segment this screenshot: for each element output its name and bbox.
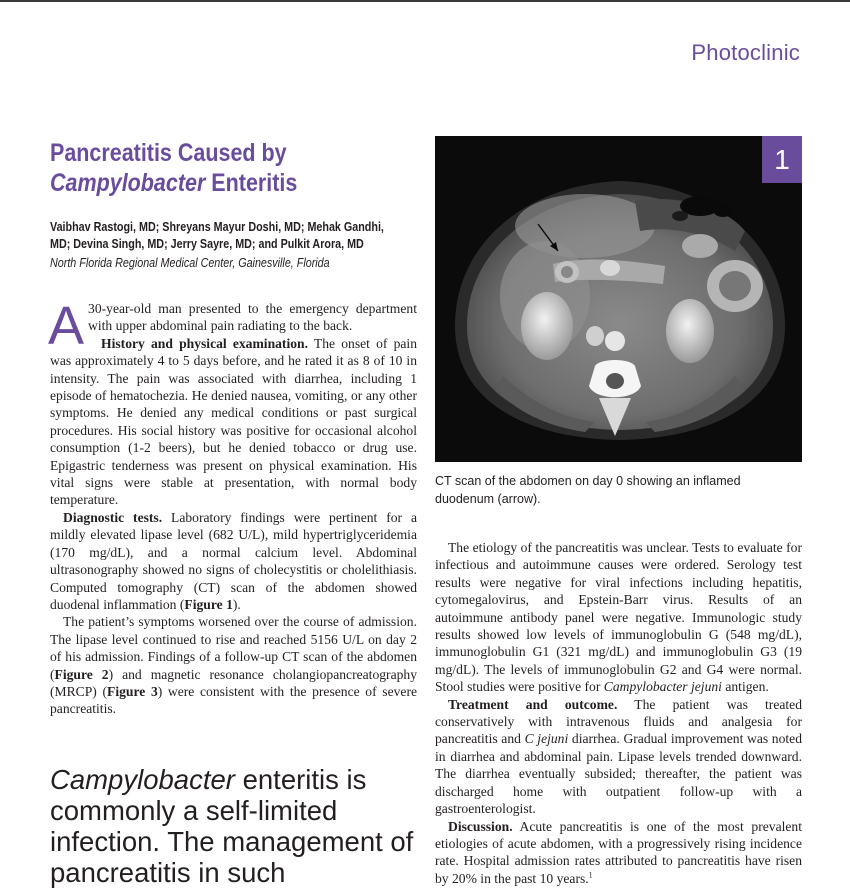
reference-marker: 1: [588, 870, 593, 880]
pull-quote-italic: Campylobacter: [50, 764, 235, 795]
treatment-text-b: diarrhea. Gradual improvement was noted in diarrhea and abdominal pain. Lipase levels trended downward. The diarrhea eventually subsided; thereafter, the patient was discharged home with outpatient follow-up with a gastroenterologist.: [435, 731, 802, 817]
history-paragraph: [50, 335, 417, 509]
pathogen-short-name: C jejuni: [524, 731, 569, 747]
diagnostic-heading: Diagnostic tests.: [63, 509, 163, 525]
figure-3-ref: Figure 3: [107, 683, 158, 699]
article-title: [50, 138, 403, 198]
pull-quote: [50, 764, 430, 888]
author-list: [50, 219, 454, 253]
figure-1-ref: Figure 1: [184, 596, 233, 612]
right-column: [435, 539, 802, 887]
diagnostic-paragraph: [50, 509, 417, 613]
treatment-text-a: The patient was treated conservatively with intravenous fluids and analgesia for pancreatitis and: [435, 696, 802, 747]
progression-text-a: The patient’s symptoms worsened over the course of admission. The lipase level continued to rise and reached 5156 U/L on day 2 of his admission. Findings of a follow-up CT scan of the abdomen (: [50, 614, 417, 682]
etiology-paragraph: [435, 539, 802, 696]
title-italic-word: Campylobacter: [50, 169, 206, 197]
section-label: Photoclinic: [691, 40, 800, 65]
discussion-text: Acute pancreatitis is one of the most prevalent etiologies of acute abdomen, with a progressively rising incidence rate. Hospital admission rates attributed to pancreatitis have risen by 20% in the past 10 years.: [435, 818, 802, 886]
progression-text-b: ) and magnetic resonance cholangiopancreatography (MRCP) (: [50, 666, 417, 699]
authors-line-1: Vaibhav Rastogi, MD; Shreyans Mayur Doshi, MD; Mehak Gandhi,: [50, 220, 384, 234]
intro-text: 30-year-old man presented to the emergency department with upper abdominal pain radiating to the back.: [88, 301, 417, 334]
left-column: [48, 296, 418, 718]
discussion-paragraph: [435, 818, 802, 888]
title-line-2-rest: Enteritis: [205, 169, 298, 197]
ct-scan-image: [435, 136, 802, 462]
diagnostic-text: Laboratory findings were pertinent for a mildly elevated lipase level (682 U/L), mild hypertriglyceridemia (170 mg/dL), and a normal calcium level. Abdominal ultrasonography showed no signs of cholecystitis or cholelithiasis. Computed tomography (CT) scan of the abdomen showed duodenal inflammation (: [50, 509, 417, 612]
authors-line-2: MD; Devina Singh, MD; Jerry Sayre, MD; and Pulkit Arora, MD: [50, 237, 364, 251]
pathogen-name: Campylobacter jejuni: [603, 679, 722, 695]
discussion-heading: Discussion.: [448, 818, 513, 834]
progression-paragraph: [50, 613, 417, 717]
treatment-paragraph: [435, 696, 802, 818]
figure-2-ref: Figure 2: [54, 666, 109, 682]
diagnostic-end: ).: [232, 596, 241, 612]
history-heading: History and physical examination.: [101, 335, 308, 351]
top-rule: [0, 0, 850, 2]
etiology-text-a: The etiology of the pancreatitis was unclear. Tests to evaluate for infectious and autoimmune causes were ordered. Serology test results were negative for viral infections including hepatitis, cytomegalovirus, and Epstein-Barr virus. Results of an autoimmune antibody panel were negative. Immunologic study results showed low levels of immunoglobulin G (548 mg/dL), immunoglobulin G1 (321 mg/dL) and immunoglobulin G3 (19 mg/dL). The levels of immunoglobulin G2 and G4 were normal. Stool studies were positive for: [435, 540, 802, 695]
treatment-heading: Treatment and outcome.: [448, 696, 618, 712]
ct-scan-figure: [435, 136, 802, 462]
history-text: The onset of pain was approximately 4 to 5 days before, and he rated it as 8 of 10 in intensity. The pain was associated with diarrhea, including 1 episode of hematochezia. He denied nausea, vomiting, or any other symptoms. He denied any medical conditions or past surgical procedures. His social history was positive for occasional alcohol consumption (1-2 beers), but he denied tobacco or drug use. Epigastric tenderness was present on physical examination. His vital signs were stable at presentation, with normal body temperature.: [50, 335, 417, 508]
progression-text-c: ) were consistent with the presence of severe pancreatitis.: [50, 683, 418, 717]
etiology-text-b: antigen.: [721, 679, 769, 695]
pull-quote-text: enteritis is commonly a self-limited infection. The management of pancreatitis in such: [50, 764, 414, 888]
figure-number-badge: 1: [762, 136, 802, 183]
drop-cap: A: [48, 296, 85, 356]
figure-caption: CT scan of the abdomen on day 0 showing an inflamed duodenum (arrow).: [435, 474, 741, 506]
affiliation: North Florida Regional Medical Center, Gainesville, Florida: [50, 256, 330, 270]
title-line-1: Pancreatitis Caused by: [50, 139, 287, 167]
